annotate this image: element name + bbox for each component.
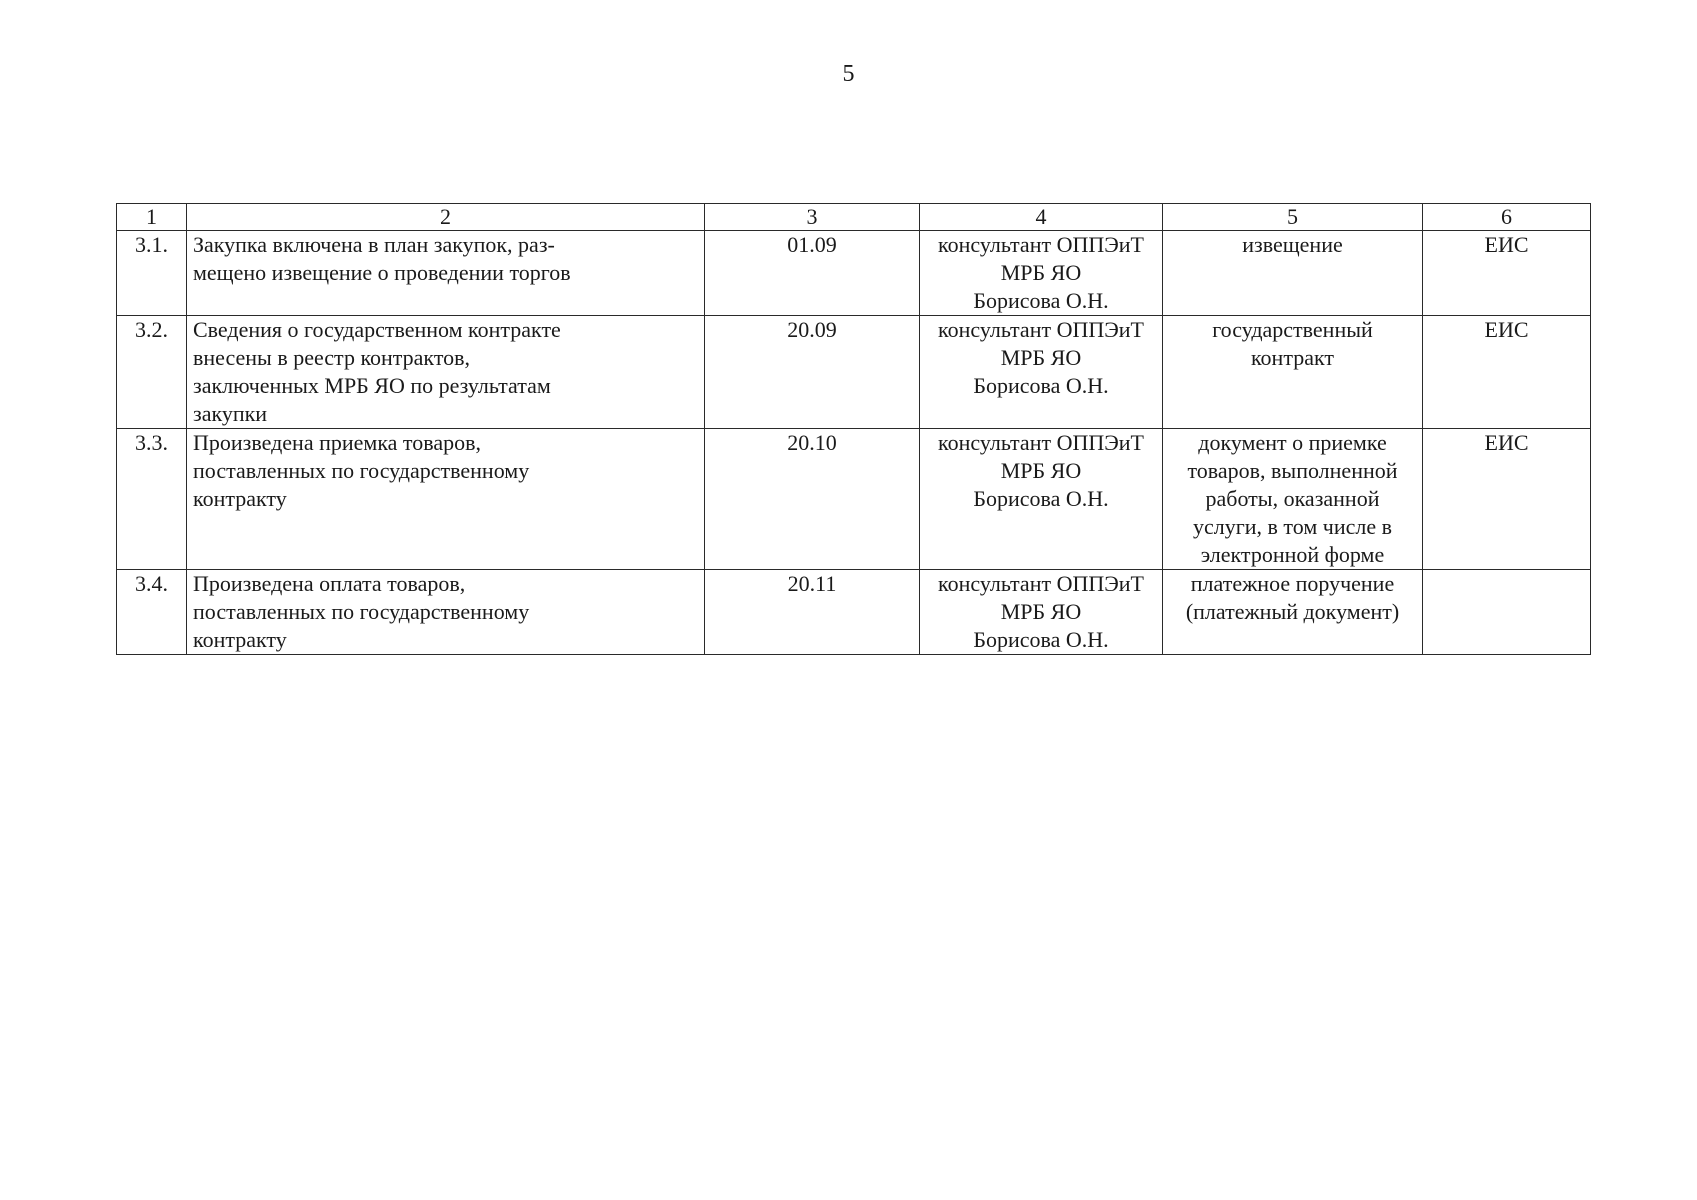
responsible-line: Борисова О.Н.: [973, 627, 1109, 652]
document-line: работы, оказанной: [1205, 486, 1380, 511]
row-date: 01.09: [705, 231, 920, 316]
header-cell-2: 2: [187, 204, 705, 231]
description-line: Закупка включена в план закупок, раз-: [193, 232, 555, 257]
document-line: контракт: [1250, 345, 1334, 370]
header-cell-5: 5: [1163, 204, 1423, 231]
row-number: 3.1.: [117, 231, 187, 316]
document-line: извещение: [1242, 232, 1343, 257]
header-cell-6: 6: [1423, 204, 1591, 231]
responsible-line: Борисова О.Н.: [973, 288, 1109, 313]
responsible-line: консультант ОППЭиТ: [938, 430, 1144, 455]
table-row: [117, 570, 1591, 655]
description-line: поставленных по государственному: [193, 458, 530, 483]
header-cell-3: 3: [705, 204, 920, 231]
document-line: электронной форме: [1200, 542, 1385, 567]
row-number: 3.3.: [117, 429, 187, 570]
row-responsible: [920, 231, 1163, 316]
table-row: [117, 429, 1591, 570]
description-line: Произведена приемка товаров,: [193, 430, 482, 455]
row-system: ЕИС: [1423, 429, 1591, 570]
document-line: товаров, выполненной: [1187, 458, 1398, 483]
responsible-line: консультант ОППЭиТ: [938, 232, 1144, 257]
row-document: [1163, 570, 1423, 655]
description-line: мещено извещение о проведении торгов: [193, 260, 571, 285]
description-line: закупки: [193, 401, 268, 426]
responsible-line: Борисова О.Н.: [973, 373, 1109, 398]
description-line: контракту: [193, 627, 287, 652]
row-description: [187, 316, 705, 429]
description-line: Произведена оплата товаров,: [193, 571, 466, 596]
responsible-line: консультант ОППЭиТ: [938, 571, 1144, 596]
row-system: ЕИС: [1423, 316, 1591, 429]
row-system: ЕИС: [1423, 231, 1591, 316]
document-line: документ о приемке: [1198, 430, 1387, 455]
header-cell-1: 1: [117, 204, 187, 231]
row-date: 20.10: [705, 429, 920, 570]
page-number: 5: [842, 61, 855, 87]
row-number: 3.2.: [117, 316, 187, 429]
row-responsible: [920, 570, 1163, 655]
row-responsible: [920, 316, 1163, 429]
description-line: поставленных по государственному: [193, 599, 530, 624]
row-responsible: [920, 429, 1163, 570]
row-number: 3.4.: [117, 570, 187, 655]
plan-table: [116, 203, 1591, 655]
row-description: [187, 429, 705, 570]
row-document: [1163, 231, 1423, 316]
responsible-line: МРБ ЯО: [1000, 458, 1082, 483]
header-cell-4: 4: [920, 204, 1163, 231]
document-line: услуги, в том числе в: [1193, 514, 1392, 539]
row-document: [1163, 316, 1423, 429]
row-date: 20.11: [705, 570, 920, 655]
row-description: [187, 570, 705, 655]
responsible-line: МРБ ЯО: [1000, 345, 1082, 370]
table-header-row: [117, 204, 1591, 231]
table-row: [117, 231, 1591, 316]
responsible-line: МРБ ЯО: [1000, 599, 1082, 624]
row-date: 20.09: [705, 316, 920, 429]
row-description: [187, 231, 705, 316]
responsible-line: Борисова О.Н.: [973, 486, 1109, 511]
description-line: контракту: [193, 486, 287, 511]
responsible-line: консультант ОППЭиТ: [938, 317, 1144, 342]
table-row: [117, 316, 1591, 429]
document-line: (платежный документ): [1185, 599, 1400, 624]
row-system: [1423, 570, 1591, 655]
description-line: внесены в реестр контрактов,: [193, 345, 471, 370]
responsible-line: МРБ ЯО: [1000, 260, 1082, 285]
row-document: [1163, 429, 1423, 570]
description-line: Сведения о государственном контракте: [193, 317, 561, 342]
document-line: платежное поручение: [1190, 571, 1395, 596]
document-line: государственный: [1212, 317, 1373, 342]
description-line: заключенных МРБ ЯО по результатам: [193, 373, 551, 398]
